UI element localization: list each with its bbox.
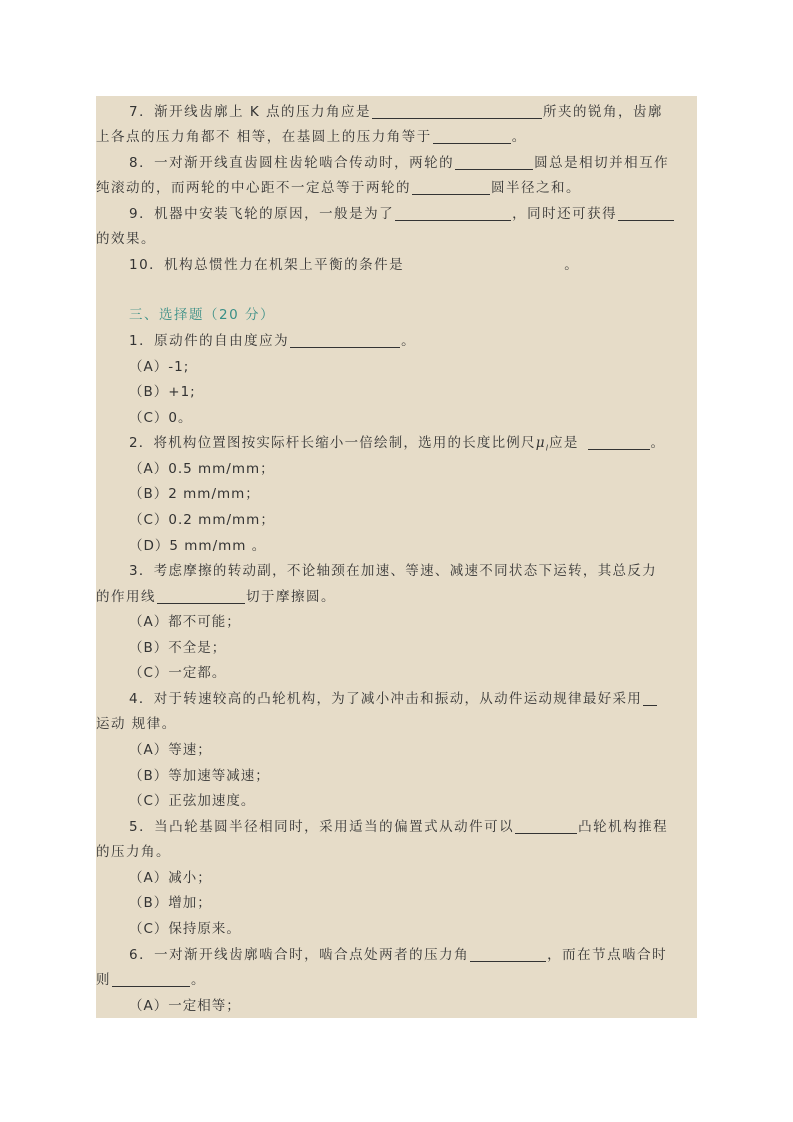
q7-blank-2[interactable] bbox=[433, 127, 511, 144]
c3-option-c[interactable] bbox=[129, 661, 697, 685]
q7-line-2 bbox=[96, 125, 697, 149]
c1-stem-line bbox=[96, 329, 697, 353]
c1-option-a[interactable] bbox=[129, 355, 697, 379]
c5-option-b[interactable] bbox=[129, 891, 697, 915]
q9-blank-2[interactable] bbox=[618, 204, 674, 221]
q8-blank-1[interactable] bbox=[455, 153, 533, 170]
c4-blank[interactable] bbox=[643, 689, 657, 706]
q9-text-b: ，同时还可获得 bbox=[512, 206, 618, 222]
c2-option-a-label: （A）0.5 mm/mm； bbox=[129, 461, 275, 477]
c5-option-c-label: （C）保持原来。 bbox=[129, 921, 241, 937]
c3-option-b-label: （B）不全是； bbox=[129, 640, 227, 656]
c6-option-a[interactable] bbox=[129, 994, 697, 1018]
c2-stem: 2．将机构位置图按实际杆长缩小一倍绘制，选用的长度比例尺 bbox=[129, 435, 536, 451]
q8-text-c: 纯滚动的，而两轮的中心距不一定总等于两轮的 bbox=[96, 180, 411, 196]
c1-option-b[interactable] bbox=[129, 380, 697, 404]
c2-option-a[interactable] bbox=[129, 457, 697, 481]
q8-line-2 bbox=[96, 176, 697, 200]
q10-text-a: 10．机构总惯性力在机架上平衡的条件是 bbox=[129, 257, 405, 273]
c5-blank[interactable] bbox=[515, 817, 577, 834]
c1-option-c[interactable] bbox=[129, 406, 697, 430]
c4-stem-line-1 bbox=[96, 687, 697, 711]
q9-text-a: 9．机器中安装飞轮的原因，一般是为了 bbox=[129, 206, 395, 222]
c2-stem-2: 应是 bbox=[549, 435, 579, 451]
section-3-title: 三、选择题（20 分） bbox=[129, 307, 275, 323]
q9-line-1 bbox=[96, 202, 697, 226]
c3-blank[interactable] bbox=[157, 587, 245, 604]
c4-option-c-label: （C）正弦加速度。 bbox=[129, 793, 256, 809]
section-3-heading bbox=[96, 303, 697, 327]
q8-line-1 bbox=[96, 151, 697, 175]
c5-stem-b: 凸轮机构推程 bbox=[578, 819, 669, 835]
c3-option-a[interactable] bbox=[129, 610, 697, 634]
c2-blank[interactable] bbox=[588, 433, 650, 450]
q7-text-a: 7．渐开线齿廓上 K 点的压力角应是 bbox=[129, 104, 372, 120]
c5-option-a[interactable] bbox=[129, 866, 697, 890]
c3-stem: 3．考虑摩擦的转动副，不论轴颈在加速、等速、减速不同状态下运转，其总反力 bbox=[129, 563, 657, 579]
c2-scale-subscript: l bbox=[545, 443, 550, 453]
c6-option-a-label: （A）一定相等； bbox=[129, 998, 241, 1014]
c6-stem: 6．一对渐开线齿廓啮合时，啮合点处两者的压力角 bbox=[129, 947, 470, 963]
c4-stem: 4．对于转速较高的凸轮机构，为了减小冲击和振动，从动件运动规律最好采用 bbox=[129, 691, 643, 707]
c5-stem-line-2 bbox=[96, 840, 697, 864]
c2-option-b-label: （B）2 mm/mm； bbox=[129, 486, 260, 502]
c4-option-b-label: （B）等加速等减速； bbox=[129, 768, 270, 784]
c2-stem-line bbox=[96, 431, 697, 455]
c6-blank-2[interactable] bbox=[112, 970, 190, 987]
q8-text-d: 圆半径之和。 bbox=[491, 180, 581, 196]
q7-text-c: 上各点的压力角都不 相等，在基圆上的压力角等于 bbox=[96, 129, 432, 145]
c1-blank[interactable] bbox=[290, 331, 400, 348]
document-page bbox=[96, 96, 697, 1018]
c2-option-c-label: （C）0.2 mm/mm； bbox=[129, 512, 275, 528]
c2-option-c[interactable] bbox=[129, 508, 697, 532]
c6-blank-1[interactable] bbox=[470, 945, 546, 962]
c3-stem-3: 切于摩擦圆。 bbox=[246, 589, 336, 605]
c2-option-d[interactable] bbox=[129, 534, 697, 558]
q7-line-1 bbox=[96, 100, 697, 124]
q9-text-c: 的效果。 bbox=[96, 231, 156, 247]
c3-stem-line-1 bbox=[96, 559, 697, 583]
c3-stem-line-2 bbox=[96, 585, 697, 609]
c3-option-a-label: （A）都不可能； bbox=[129, 614, 241, 630]
c4-stem-line-2 bbox=[96, 712, 697, 736]
c5-stem-2: 的压力角。 bbox=[96, 844, 171, 860]
q8-blank-2[interactable] bbox=[412, 178, 490, 195]
q9-blank-1[interactable] bbox=[395, 204, 511, 221]
q10-line bbox=[96, 253, 697, 277]
c6-stem-b: ，而在节点啮合时 bbox=[547, 947, 668, 963]
c4-option-a[interactable] bbox=[129, 738, 697, 762]
q8-text-a: 8．一对渐开线直齿圆柱齿轮啮合传动时，两轮的 bbox=[129, 155, 455, 171]
c5-option-a-label: （A）减小； bbox=[129, 870, 212, 886]
c3-option-b[interactable] bbox=[129, 636, 697, 660]
c2-option-d-label: （D）5 mm/mm 。 bbox=[129, 538, 267, 554]
c1-end: 。 bbox=[401, 333, 417, 349]
c5-stem-line-1 bbox=[96, 815, 697, 839]
c5-stem: 5．当凸轮基圆半径相同时，采用适当的偏置式从动件可以 bbox=[129, 819, 515, 835]
c2-option-b[interactable] bbox=[129, 482, 697, 506]
c3-option-c-label: （C）一定都。 bbox=[129, 665, 227, 681]
c1-stem: 1．原动件的自由度应为 bbox=[129, 333, 290, 349]
q10-text-b: 。 bbox=[564, 257, 580, 273]
q7-blank-1[interactable] bbox=[372, 102, 542, 119]
c1-option-b-label: （B）+1; bbox=[129, 384, 196, 400]
c4-option-b[interactable] bbox=[129, 764, 697, 788]
c4-option-a-label: （A）等速； bbox=[129, 742, 212, 758]
q7-text-b: 所夹的锐角，齿廓 bbox=[543, 104, 664, 120]
q9-line-2 bbox=[96, 227, 697, 251]
c1-option-a-label: （A）-1; bbox=[129, 359, 190, 375]
c5-option-c[interactable] bbox=[129, 917, 697, 941]
c6-end: 。 bbox=[191, 972, 206, 988]
c4-stem-2: 运动 规律。 bbox=[96, 716, 177, 732]
c3-stem-2: 的作用线 bbox=[96, 589, 156, 605]
c6-stem-line-1 bbox=[96, 943, 697, 967]
c1-option-c-label: （C）0。 bbox=[129, 410, 193, 426]
q8-text-b: 圆总是相切并相互作 bbox=[534, 155, 670, 171]
c6-stem-2: 则 bbox=[96, 972, 111, 988]
c2-end: 。 bbox=[650, 435, 666, 451]
c5-option-b-label: （B）增加； bbox=[129, 895, 212, 911]
c6-stem-line-2 bbox=[96, 968, 697, 992]
q7-text-d: 。 bbox=[511, 129, 527, 145]
c2-scale-symbol: μ bbox=[535, 435, 546, 451]
c4-option-c[interactable] bbox=[129, 789, 697, 813]
